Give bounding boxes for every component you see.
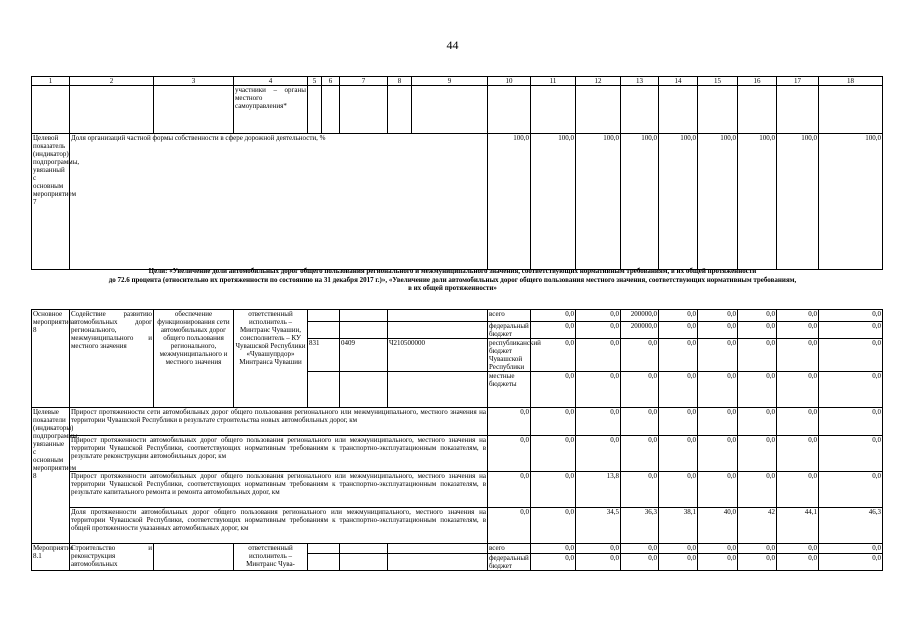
indicator-value: 0,0 [819,408,883,436]
event-81-executor: ответственный исполнитель – Минтранс Чува- [234,544,308,571]
funding-value: 0,0 [576,310,621,322]
indicator-text: Прирост протяженности сети автомобильных дорог общего пользования регионального или межмуниципального, местного значения на территории Чувашской Республики в результате строительства новых автомобильных дорог, км [70,408,488,436]
indicator-value: 100,0 [819,134,883,270]
column-header: 15 [698,77,738,86]
empty-code [308,322,340,339]
funding-value: 0,0 [819,372,883,408]
event-81-source-row [32,544,883,554]
indicator-value: 0,0 [531,508,576,544]
indicator-value: 46,3 [819,508,883,544]
funding-value: 0,0 [738,310,777,322]
main-table [31,309,883,571]
indicator-value: 0,0 [531,472,576,508]
indicator-value: 100,0 [698,134,738,270]
indicator-value: 0,0 [531,408,576,436]
indicator-value: 0,0 [531,436,576,472]
main-event-goal: обеспечение функционирования сети автомобильных дорог общего пользования регионального, межмуниципального и местного значения [154,310,234,408]
column-header: 6 [322,77,340,86]
empty-code [388,322,488,339]
column-header: 11 [531,77,576,86]
indicator-value: 0,0 [621,408,659,436]
indicator-value: 0,0 [488,408,531,436]
column-header: 8 [388,77,412,86]
funding-value: 200000,0 [621,310,659,322]
funding-value: 0,0 [659,339,698,372]
funding-value: 0,0 [819,322,883,339]
event-81-label: Мероприятие 8.1 [32,544,70,571]
empty-code [340,544,388,554]
column-header: 5 [308,77,322,86]
empty-code [308,310,340,322]
empty-code [340,310,388,322]
funding-value: 0,0 [819,554,883,571]
page-number: 44 [446,38,459,52]
funding-value: 0,0 [819,544,883,554]
funding-value: 0,0 [777,372,819,408]
funding-value: 0,0 [576,372,621,408]
indicator-value: 0,0 [698,408,738,436]
indicator-value: 0,0 [621,436,659,472]
funding-source: местные бюджеты [488,372,531,408]
empty-code [340,554,388,571]
funding-value: 0,0 [576,544,621,554]
indicator-value: 0,0 [738,408,777,436]
top-table [31,76,883,270]
indicator-value: 0,0 [738,436,777,472]
funding-value: 0,0 [777,322,819,339]
goal-line-1: Цели: «Увеличение доли автомобильных дорог общего пользования регионального и межмуниципального значения, соответствующих нормативным требованиям, в их общей протяженности [148,267,757,275]
empty-code [308,554,340,571]
indicator-value: 0,0 [488,472,531,508]
main-event-name: Содействие развитию автомобильных дорог регионального, межмуниципального и местного значения [70,310,154,408]
column-header: 14 [659,77,698,86]
indicators-label-8: Целевые показатели (индикаторы) подпрограммы, увязанные с основным мероприятием 8 [32,408,70,544]
indicator-value: 0,0 [698,472,738,508]
funding-value: 0,0 [698,544,738,554]
indicator-value: 100,0 [576,134,621,270]
funding-value: 0,0 [621,544,659,554]
column-header: 2 [70,77,154,86]
funding-value: 0,0 [621,339,659,372]
funding-value: 0,0 [576,322,621,339]
funding-value: 0,0 [738,339,777,372]
funding-value: 0,0 [531,372,576,408]
indicator-value: 0,0 [819,436,883,472]
funding-value: 0,0 [576,339,621,372]
funding-value: 0,0 [698,339,738,372]
funding-value: 0,0 [698,310,738,322]
empty-code [308,544,340,554]
funding-value: 0,0 [777,544,819,554]
funding-value: 0,0 [531,310,576,322]
indicator-value: 13,8 [576,472,621,508]
csr-code: Ч210500000 [388,339,488,372]
funding-value: 0,0 [659,554,698,571]
indicator-value: 0,0 [659,472,698,508]
indicator-row-8 [32,472,883,508]
main-event-label: Основное мероприятие 8 [32,310,70,408]
funding-source: всего [488,310,531,322]
indicator-value: 0,0 [576,408,621,436]
funding-value: 0,0 [698,554,738,571]
rzpr-code: 0409 [340,339,388,372]
funding-value: 0,0 [621,372,659,408]
indicator-value: 0,0 [576,436,621,472]
main-event-source-row [32,310,883,322]
indicator-value: 0,0 [819,472,883,508]
funding-value: 0,0 [659,310,698,322]
funding-source: всего [488,544,531,554]
empty-code [340,322,388,339]
funding-value: 0,0 [531,544,576,554]
indicator-value: 100,0 [738,134,777,270]
column-header: 3 [154,77,234,86]
indicator-value: 0,0 [659,436,698,472]
indicator-value: 100,0 [659,134,698,270]
indicator-value: 42 [738,508,777,544]
empty-code [340,372,388,408]
empty-code [388,544,488,554]
funding-value: 0,0 [621,554,659,571]
indicator-text: Прирост протяженности автомобильных дорог общего пользования регионального или межмуниципального, местного значения на территории Чувашской Республики, соответствующих нормативным требованиям к транспортно-эксплуатационным показателям, в результате реконструкции автомобильных дорог, км [70,436,488,472]
indicator-value: 0,0 [738,472,777,508]
column-header: 4 [234,77,308,86]
indicator-value: 0,0 [488,436,531,472]
column-header: 18 [819,77,883,86]
participant-cell: участники – органы местного самоуправления* [234,86,308,134]
indicator-row-7 [32,134,883,270]
indicator-value: 100,0 [488,134,531,270]
funding-value: 0,0 [698,372,738,408]
column-header: 7 [340,77,388,86]
funding-value: 0,0 [659,372,698,408]
column-header: 16 [738,77,777,86]
empty-code [388,310,488,322]
goal-heading [0,267,905,293]
indicator-row-8 [32,508,883,544]
funding-source: федеральный бюджет [489,554,529,570]
indicator-value: 0,0 [777,408,819,436]
column-header: 1 [32,77,70,86]
indicator-value: 100,0 [777,134,819,270]
indicator-value: 0,0 [621,472,659,508]
indicator-row-8 [32,408,883,436]
funding-value: 0,0 [777,554,819,571]
indicator-value: 44,1 [777,508,819,544]
funding-value: 0,0 [819,339,883,372]
goal-line-2: до 72.6 процента (относительно их протяженности по состоянию на 31 декабря 2017 г.)», «Увеличение доли автомобильных дорог общего пользования местного значения, соответствующих нормативным требованиям, [108,275,797,284]
funding-value: 200000,0 [621,322,659,339]
funding-value: 0,0 [738,322,777,339]
indicator-value: 0,0 [659,408,698,436]
funding-value: 0,0 [531,554,576,571]
indicator-value: 0,0 [777,472,819,508]
indicator-label-7: Целевой показатель (индикатор) подпрограммы, увязанный с основным мероприятием 7 [32,134,70,270]
continuation-row [32,86,883,134]
indicator-value: 34,5 [576,508,621,544]
indicator-value: 40,0 [698,508,738,544]
empty-code [388,554,488,571]
indicator-value: 0,0 [777,436,819,472]
funding-value: 0,0 [531,339,576,372]
indicator-value: 38,1 [659,508,698,544]
funding-value: 0,0 [738,554,777,571]
indicator-value: 0,0 [488,508,531,544]
indicator-row-8 [32,436,883,472]
indicator-text-7: Доля организаций частной формы собственности в сфере дорожной деятельности, % [70,134,488,270]
indicator-text: Доля протяженности автомобильных дорог общего пользования регионального или межмуниципального, местного значения на территории Чувашской Республики, соответствующих нормативным требованиям к транспортно-эксплуатационным показателям, в общей протяженности указанных автомобильных дорог, км [70,508,488,544]
funding-value: 0,0 [659,322,698,339]
funding-source: республиканский бюджет Чувашской Республики [489,339,541,371]
grbs-code: 831 [308,339,340,372]
indicator-value: 100,0 [531,134,576,270]
funding-value: 0,0 [531,322,576,339]
column-header: 9 [412,77,488,86]
funding-value: 0,0 [576,554,621,571]
funding-value: 0,0 [738,544,777,554]
funding-value: 0,0 [819,310,883,322]
empty-code [388,372,488,408]
funding-value: 0,0 [659,544,698,554]
funding-value: 0,0 [698,322,738,339]
indicator-text: Прирост протяженности автомобильных дорог общего пользования регионального или межмуниципального, местного значения на территории Чувашской Республики, соответствующих нормативным требованиям к транспортно-эксплуатационным показателям, в результате капитального ремонта и ремонта автомобильных дорог, км [70,472,488,508]
indicator-value: 36,3 [621,508,659,544]
funding-value: 0,0 [777,339,819,372]
funding-value: 0,0 [777,310,819,322]
funding-source: федеральный бюджет [489,322,529,338]
goal-line-3: в их общей протяженности» [408,284,497,292]
column-header: 17 [777,77,819,86]
funding-value: 0,0 [738,372,777,408]
event-81-name: Строительство и реконструкция автомобильных [70,544,154,571]
indicator-value: 100,0 [621,134,659,270]
column-header: 10 [488,77,531,86]
indicator-value: 0,0 [698,436,738,472]
main-event-executor: ответственный исполнитель – Минтранс Чувашии, соисполнитель – КУ Чувашской Республики «Чувашупрдор» Минтранса Чувашии [234,310,308,408]
empty-code [308,372,340,408]
event-81-goal [154,544,234,571]
column-header: 12 [576,77,621,86]
column-header-row [32,77,883,86]
column-header: 13 [621,77,659,86]
